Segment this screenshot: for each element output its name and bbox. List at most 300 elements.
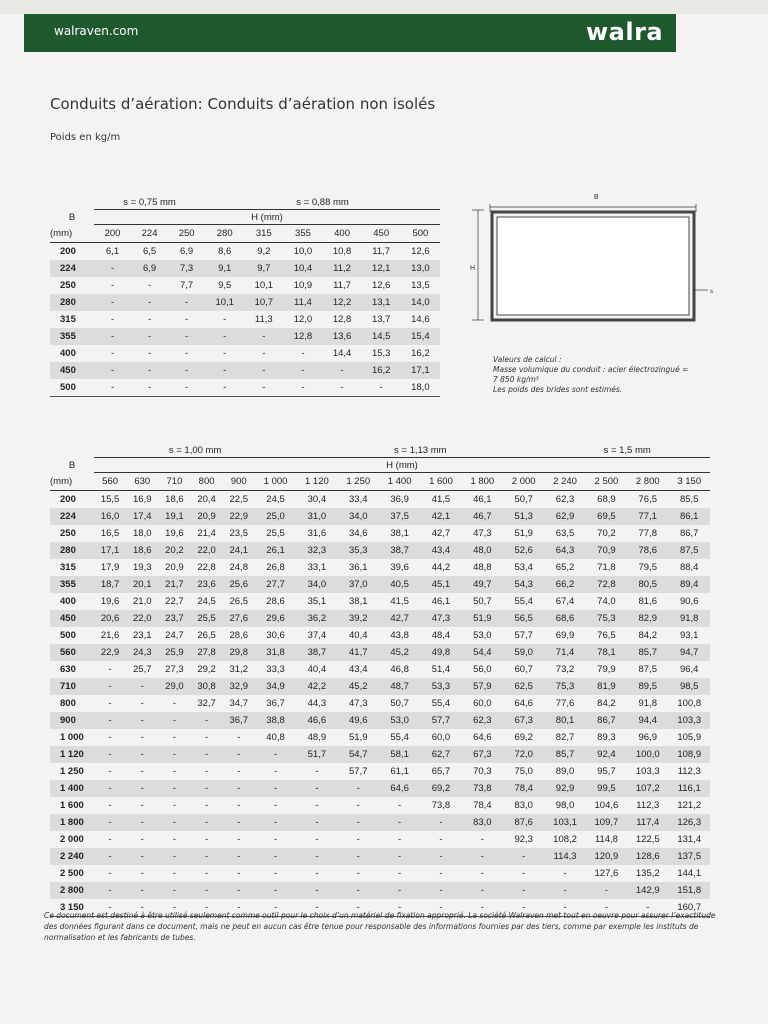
table-cell: - xyxy=(315,834,319,845)
table-cell: 90,6 xyxy=(679,596,699,607)
table-cell: 67,3 xyxy=(503,712,544,729)
row-header: 224 xyxy=(50,260,94,277)
table-cell: - xyxy=(255,780,296,797)
table-cell: - xyxy=(315,766,319,777)
table-row xyxy=(50,729,710,746)
table-cell: 47,3 xyxy=(420,610,461,627)
table-cell: - xyxy=(172,868,177,879)
table-cell: 135,2 xyxy=(635,868,660,879)
table-cell: 25,5 xyxy=(266,528,285,539)
table-cell: 51,3 xyxy=(503,508,544,525)
b-label: B xyxy=(68,211,76,223)
table-cell: 93,1 xyxy=(679,630,699,641)
h-label: H (mm) xyxy=(94,210,440,225)
table-cell: - xyxy=(398,834,402,845)
table-cell: - xyxy=(94,814,126,831)
table-cell: - xyxy=(420,814,461,831)
table-cell: 51,9 xyxy=(514,528,533,539)
table-cell: 36,7 xyxy=(266,698,285,709)
table-cell: - xyxy=(223,348,227,359)
table-cell: - xyxy=(126,882,158,899)
table-cell: 22,5 xyxy=(229,494,249,505)
table-cell: 6,5 xyxy=(142,246,157,257)
table-cell: 70,2 xyxy=(597,528,616,539)
table-cell: 52,6 xyxy=(503,542,544,559)
table-cell: - xyxy=(158,882,190,899)
table-cell: 92,9 xyxy=(544,780,585,797)
table-cell: 127,6 xyxy=(594,868,619,879)
table-cell: 41,7 xyxy=(338,644,379,661)
column-header: 250 xyxy=(168,225,205,243)
table-cell: - xyxy=(244,379,283,397)
table-cell: - xyxy=(108,698,112,709)
table-cell: 60,7 xyxy=(514,664,533,675)
table-cell: - xyxy=(185,314,189,325)
table-cell: 75,0 xyxy=(514,766,533,777)
table-cell: 85,5 xyxy=(679,494,699,505)
table-cell: 117,4 xyxy=(627,814,668,831)
site-url[interactable]: walraven.com xyxy=(54,24,139,38)
table-cell: 92,3 xyxy=(514,834,533,845)
table-cell: 24,7 xyxy=(165,630,184,641)
table-cell: - xyxy=(338,780,379,797)
table-cell: 78,4 xyxy=(473,800,492,811)
table-cell: 48,8 xyxy=(473,562,492,573)
table-cell: 98,0 xyxy=(555,800,575,811)
table-cell: 81,9 xyxy=(586,678,627,695)
table-row xyxy=(50,848,710,865)
table-cell: - xyxy=(108,732,112,743)
table-cell: - xyxy=(126,814,158,831)
page-subtitle: Poids en kg/m xyxy=(50,132,121,143)
table-cell: 47,3 xyxy=(349,698,368,709)
table-cell: 51,9 xyxy=(462,610,503,627)
table-cell: 23,5 xyxy=(229,528,249,539)
table-cell: 19,6 xyxy=(100,596,120,607)
row-header: 355 xyxy=(50,328,94,345)
table-cell: 18,6 xyxy=(165,494,184,505)
table-cell: 42,2 xyxy=(296,678,337,695)
table-cell: 21,6 xyxy=(100,630,120,641)
table-cell: 112,3 xyxy=(636,800,660,811)
column-header: 1 120 xyxy=(296,473,337,491)
table-cell: - xyxy=(126,712,158,729)
table-cell: - xyxy=(126,848,158,865)
table-cell: - xyxy=(223,314,227,325)
table-cell: 30,4 xyxy=(307,494,327,505)
table-cell: 12,0 xyxy=(293,314,313,325)
table-cell: 62,5 xyxy=(503,678,544,695)
table-cell: - xyxy=(398,868,402,879)
table-cell: - xyxy=(462,882,503,899)
table-cell: - xyxy=(140,834,144,845)
table-cell: 31,6 xyxy=(307,528,327,539)
table-cell: - xyxy=(273,834,278,845)
table-cell: 25,5 xyxy=(191,610,223,627)
table-cell: 88,4 xyxy=(679,562,699,573)
table-cell: - xyxy=(237,800,241,811)
table-cell: - xyxy=(439,834,443,845)
table-cell: - xyxy=(398,800,402,811)
weight-table-small xyxy=(50,195,440,397)
table-cell: 24,3 xyxy=(126,644,158,661)
table-cell: 65,2 xyxy=(555,562,575,573)
table-cell: - xyxy=(158,712,190,729)
table-row xyxy=(50,831,710,848)
footnote: Ce document est destiné à être utilisé seulement comme outil pour le choix d’un matériel de fixation approprié. La société Walraven met tout en oeuvre pour assurer l’exactitude des données figurant dans ce document, mais ne peut en aucun cas être tenue pour responsable des informations fournies par des tiers, comme par exemple les instituts de normalisation et les fabricants de tubes. xyxy=(44,911,716,942)
table-cell: 64,3 xyxy=(544,542,585,559)
table-row xyxy=(50,559,710,576)
table-cell: 37,5 xyxy=(379,508,420,525)
table-cell: 107,2 xyxy=(627,780,668,797)
table-cell: - xyxy=(158,746,190,763)
row-header: 710 xyxy=(50,678,94,695)
weight-table-large xyxy=(50,443,710,917)
table-cell: 68,6 xyxy=(544,610,585,627)
table-cell: 86,7 xyxy=(679,528,699,539)
table-cell: 137,5 xyxy=(668,848,710,865)
table-cell: - xyxy=(420,899,461,917)
column-header: 2 000 xyxy=(503,473,544,491)
table-cell: 10,1 xyxy=(254,280,274,291)
table-cell: 103,3 xyxy=(668,712,710,729)
table-cell: 44,2 xyxy=(431,562,451,573)
row-header: 315 xyxy=(60,314,76,325)
column-header: 280 xyxy=(205,225,244,243)
column-header: 200 xyxy=(94,225,131,243)
table-cell: 13,7 xyxy=(371,314,391,325)
table-cell: 40,4 xyxy=(307,664,327,675)
table-cell: 10,0 xyxy=(293,246,313,257)
table-cell: 84,2 xyxy=(597,698,616,709)
table-cell: - xyxy=(563,868,567,879)
table-cell: 41,5 xyxy=(390,596,409,607)
table-cell: - xyxy=(223,848,255,865)
table-cell: - xyxy=(544,882,585,899)
table-cell: 20,2 xyxy=(158,542,190,559)
calc-notes xyxy=(493,355,723,395)
table-cell: - xyxy=(503,899,544,917)
table-cell: 126,3 xyxy=(668,814,710,831)
table-cell: 122,5 xyxy=(635,834,660,845)
table-cell: 9,7 xyxy=(244,260,283,277)
table-cell: 103,3 xyxy=(635,766,660,777)
row-header: 2 240 xyxy=(50,848,94,865)
table-cell: 13,5 xyxy=(411,280,430,291)
duct-section-diagram xyxy=(470,190,720,330)
table-cell: 32,3 xyxy=(296,542,337,559)
table-cell: - xyxy=(94,746,126,763)
table-cell: - xyxy=(255,814,296,831)
table-cell: - xyxy=(273,766,278,777)
table-cell: - xyxy=(627,899,668,917)
table-cell: 19,6 xyxy=(165,528,184,539)
table-cell: 40,4 xyxy=(349,630,368,641)
table-cell: - xyxy=(223,899,255,917)
table-cell: 6,9 xyxy=(131,260,168,277)
table-cell: 55,4 xyxy=(390,732,409,743)
table-cell: 48,9 xyxy=(307,732,327,743)
table-cell: 76,5 xyxy=(597,630,616,641)
table-cell: - xyxy=(94,712,126,729)
table-cell: - xyxy=(158,899,190,917)
table-cell: 10,7 xyxy=(244,294,283,311)
table-cell: - xyxy=(140,800,144,811)
table-cell: 18,7 xyxy=(94,576,126,593)
table-cell: 82,9 xyxy=(627,610,668,627)
thickness-label: s = 1,5 mm xyxy=(544,443,710,458)
table-cell: 17,9 xyxy=(100,562,120,573)
table-cell: - xyxy=(191,848,223,865)
table-cell: - xyxy=(503,848,544,865)
table-cell: 30,6 xyxy=(266,630,285,641)
table-cell: 100,8 xyxy=(677,698,702,709)
table-cell: - xyxy=(168,379,205,397)
table-cell: - xyxy=(362,379,401,397)
table-cell: 85,7 xyxy=(544,746,585,763)
table-cell: 51,9 xyxy=(349,732,368,743)
table-cell: 142,9 xyxy=(627,882,668,899)
table-cell: 131,4 xyxy=(677,834,702,845)
table-cell: 14,6 xyxy=(411,314,430,325)
table-cell: - xyxy=(94,294,131,311)
row-header: 1 800 xyxy=(50,814,94,831)
table-cell: - xyxy=(205,362,244,379)
table-cell: 20,4 xyxy=(197,494,216,505)
table-cell: 53,4 xyxy=(514,562,533,573)
table-cell: 59,0 xyxy=(503,644,544,661)
table-cell: 11,4 xyxy=(283,294,322,311)
table-row xyxy=(50,243,440,261)
table-cell: - xyxy=(126,780,158,797)
table-cell: 91,8 xyxy=(638,698,658,709)
table-cell: - xyxy=(94,328,131,345)
table-cell: - xyxy=(110,348,115,359)
table-cell: 74,0 xyxy=(597,596,616,607)
table-cell: - xyxy=(420,848,461,865)
row-header: 200 xyxy=(60,494,76,505)
column-header: 1 000 xyxy=(255,473,296,491)
table-cell: - xyxy=(244,362,283,379)
table-cell: 70,3 xyxy=(473,766,492,777)
table-cell: - xyxy=(301,348,305,359)
table-cell: 31,2 xyxy=(229,664,249,675)
table-row xyxy=(50,542,710,559)
table-cell: 50,7 xyxy=(473,596,492,607)
table-cell: - xyxy=(338,814,379,831)
column-header: 1 400 xyxy=(379,473,420,491)
table-cell: 43,8 xyxy=(390,630,409,641)
table-cell: 44,3 xyxy=(307,698,327,709)
column-header: 315 xyxy=(244,225,283,243)
table-cell: 95,7 xyxy=(597,766,616,777)
table-cell: 89,5 xyxy=(627,678,668,695)
table-cell: 36,1 xyxy=(349,562,368,573)
top-band xyxy=(0,0,768,14)
table-cell: 60,0 xyxy=(431,732,451,743)
table-cell: 12,2 xyxy=(323,294,362,311)
table-cell: 65,7 xyxy=(431,766,451,777)
table-cell: - xyxy=(185,348,189,359)
table-cell: 12,8 xyxy=(332,314,352,325)
table-cell: 45,1 xyxy=(420,576,461,593)
table-cell: 10,8 xyxy=(332,246,352,257)
table-cell: - xyxy=(94,362,131,379)
table-cell: - xyxy=(296,899,337,917)
table-cell: - xyxy=(131,362,168,379)
table-cell: 22,0 xyxy=(126,610,158,627)
table-cell: 33,4 xyxy=(349,494,368,505)
table-cell: 28,6 xyxy=(229,630,249,641)
row-header: 450 xyxy=(50,610,94,627)
table-row xyxy=(50,644,710,661)
table-cell: 96,4 xyxy=(679,664,699,675)
table-cell: - xyxy=(108,868,112,879)
table-cell: 16,5 xyxy=(100,528,120,539)
table-cell: 10,1 xyxy=(205,294,244,311)
row-header: 2 000 xyxy=(60,834,84,845)
table-cell: - xyxy=(172,834,177,845)
table-cell: 48,4 xyxy=(431,630,451,641)
table-cell: 80,5 xyxy=(627,576,668,593)
table-cell: - xyxy=(462,848,503,865)
table-cell: 19,3 xyxy=(133,562,152,573)
table-cell: - xyxy=(147,314,152,325)
table-cell: 25,9 xyxy=(158,644,190,661)
table-cell: 77,8 xyxy=(638,528,658,539)
table-row xyxy=(50,576,710,593)
table-cell: 24,5 xyxy=(266,494,285,505)
table-cell: - xyxy=(323,379,362,397)
row-header: 250 xyxy=(60,528,76,539)
table-cell: 43,4 xyxy=(349,664,368,675)
table-cell: - xyxy=(191,712,223,729)
table-cell: 34,0 xyxy=(296,576,337,593)
row-header: 1 400 xyxy=(50,780,94,797)
table-cell: 54,4 xyxy=(462,644,503,661)
table-cell: - xyxy=(379,814,420,831)
table-cell: 69,2 xyxy=(514,732,533,743)
table-row xyxy=(50,508,710,525)
row-header: 250 xyxy=(60,280,76,291)
table-cell: - xyxy=(356,800,360,811)
table-row xyxy=(50,678,710,695)
table-cell: 89,3 xyxy=(597,732,616,743)
table-cell: - xyxy=(140,868,144,879)
column-header: 560 xyxy=(94,473,126,491)
table-row xyxy=(50,746,710,763)
table-cell: - xyxy=(255,899,296,917)
table-cell: 7,7 xyxy=(180,280,194,291)
table-cell: 70,9 xyxy=(586,542,627,559)
thickness-label: s = 0,88 mm xyxy=(205,195,440,210)
table-cell: 18,0 xyxy=(133,528,152,539)
table-cell: 56,5 xyxy=(503,610,544,627)
note-line: Masse volumique du conduit : acier électrozingué = xyxy=(493,365,689,374)
table-cell: 108,9 xyxy=(668,746,710,763)
table-cell: 32,9 xyxy=(223,678,255,695)
table-cell: 91,8 xyxy=(668,610,710,627)
table-cell: 86,7 xyxy=(586,712,627,729)
column-header: 2 500 xyxy=(586,473,627,491)
table-cell: 75,3 xyxy=(544,678,585,695)
row-header: 450 xyxy=(50,362,94,379)
table-cell: 28,6 xyxy=(266,596,285,607)
table-row xyxy=(50,362,440,379)
table-cell: 78,1 xyxy=(586,644,627,661)
table-cell: - xyxy=(168,294,205,311)
table-cell: - xyxy=(110,280,115,291)
table-cell: 18,0 xyxy=(401,379,440,397)
table-cell: - xyxy=(480,868,484,879)
table-cell: 57,7 xyxy=(514,630,533,641)
table-cell: - xyxy=(94,848,126,865)
column-header: 710 xyxy=(158,473,190,491)
table-cell: 92,4 xyxy=(586,746,627,763)
table-cell: 47,3 xyxy=(473,528,492,539)
table-cell: 11,2 xyxy=(323,260,362,277)
row-header: 1 000 xyxy=(60,732,84,743)
column-header: 1 800 xyxy=(462,473,503,491)
table-cell: 12,6 xyxy=(371,280,391,291)
table-cell: - xyxy=(94,260,131,277)
table-cell: 60,0 xyxy=(473,698,492,709)
table-cell: - xyxy=(158,848,190,865)
table-cell: - xyxy=(296,848,337,865)
table-cell: 31,8 xyxy=(255,644,296,661)
table-cell: 12,1 xyxy=(362,260,401,277)
table-cell: 87,6 xyxy=(503,814,544,831)
table-cell: 75,3 xyxy=(586,610,627,627)
table-cell: 81,6 xyxy=(638,596,658,607)
table-cell: 79,5 xyxy=(638,562,658,573)
table-cell: - xyxy=(191,899,223,917)
table-cell: 29,8 xyxy=(223,644,255,661)
row-header: 1 600 xyxy=(60,800,84,811)
table-cell: 42,7 xyxy=(379,610,420,627)
table-cell: 27,8 xyxy=(191,644,223,661)
table-cell: 151,8 xyxy=(668,882,710,899)
table-cell: 17,1 xyxy=(401,362,440,379)
table-cell: - xyxy=(255,746,296,763)
thickness-label: s = 1,00 mm xyxy=(94,443,296,458)
table-cell: 27,6 xyxy=(223,610,255,627)
table-row xyxy=(50,525,710,542)
table-cell: 103,1 xyxy=(544,814,585,831)
table-cell: 35,1 xyxy=(307,596,327,607)
table-cell: 79,9 xyxy=(597,664,616,675)
table-cell: 34,6 xyxy=(349,528,368,539)
note-line: 7 850 kg/m³ xyxy=(493,375,539,384)
table-cell: 49,6 xyxy=(338,712,379,729)
table-cell: 10,9 xyxy=(293,280,313,291)
table-cell: 99,5 xyxy=(586,780,627,797)
table-cell: 24,8 xyxy=(229,562,249,573)
table-cell: 50,7 xyxy=(514,494,533,505)
table-cell: 46,1 xyxy=(431,596,451,607)
table-cell: 21,0 xyxy=(133,596,152,607)
table-cell: - xyxy=(108,834,112,845)
table-cell: 46,1 xyxy=(473,494,492,505)
table-cell: 94,7 xyxy=(668,644,710,661)
table-cell: 38,8 xyxy=(255,712,296,729)
table-cell: 46,6 xyxy=(296,712,337,729)
table-cell: - xyxy=(131,294,168,311)
table-cell: 27,7 xyxy=(255,576,296,593)
table-row xyxy=(50,379,440,397)
table-cell: 15,5 xyxy=(100,494,120,505)
table-cell: - xyxy=(379,848,420,865)
